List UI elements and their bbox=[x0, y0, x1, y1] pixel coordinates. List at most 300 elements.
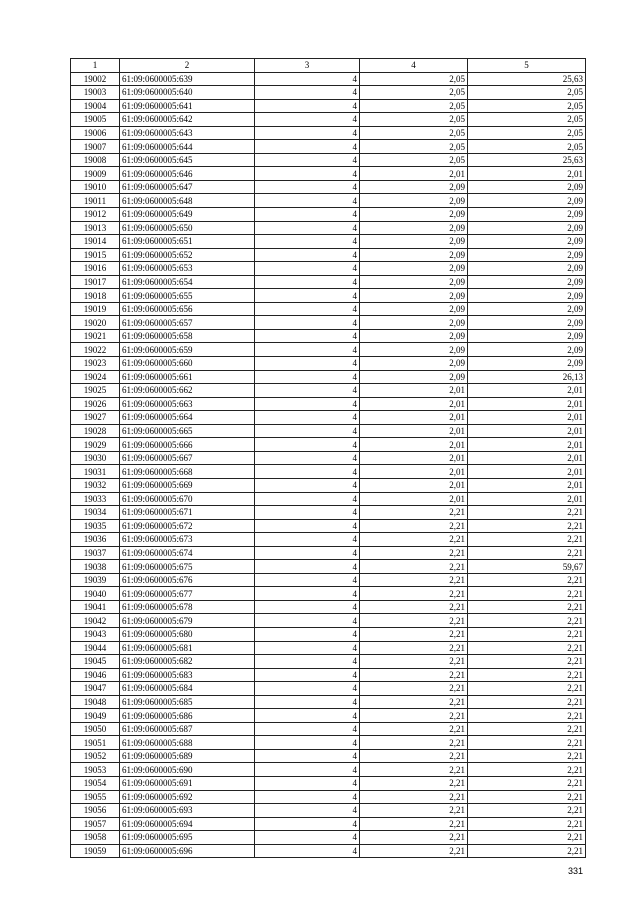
table-cell: 19049 bbox=[71, 709, 120, 723]
table-cell: 61:09:0600005:646 bbox=[120, 167, 255, 181]
table-cell: 4 bbox=[255, 275, 360, 289]
table-cell: 2,05 bbox=[468, 113, 586, 127]
table-cell: 2,05 bbox=[360, 72, 468, 86]
table-cell: 4 bbox=[255, 235, 360, 249]
table-row bbox=[71, 587, 586, 601]
table-cell: 2,09 bbox=[360, 180, 468, 194]
table-cell: 61:09:0600005:639 bbox=[120, 72, 255, 86]
table-row bbox=[71, 153, 586, 167]
table-cell: 4 bbox=[255, 86, 360, 100]
table-cell: 19054 bbox=[71, 776, 120, 790]
table-cell: 2,21 bbox=[360, 560, 468, 574]
table-cell: 19010 bbox=[71, 180, 120, 194]
table-cell: 19050 bbox=[71, 722, 120, 736]
table-cell: 61:09:0600005:641 bbox=[120, 99, 255, 113]
table-cell: 4 bbox=[255, 804, 360, 818]
table-cell: 2,21 bbox=[360, 506, 468, 520]
table-cell: 61:09:0600005:665 bbox=[120, 424, 255, 438]
table-cell: 2,21 bbox=[360, 736, 468, 750]
table-row bbox=[71, 844, 586, 858]
table-cell: 61:09:0600005:640 bbox=[120, 86, 255, 100]
table-cell: 2,21 bbox=[360, 749, 468, 763]
table-cell: 4 bbox=[255, 411, 360, 425]
table-cell: 2,09 bbox=[360, 289, 468, 303]
table-cell: 4 bbox=[255, 180, 360, 194]
table-cell: 61:09:0600005:645 bbox=[120, 153, 255, 167]
table-row bbox=[71, 248, 586, 262]
table-cell: 19052 bbox=[71, 749, 120, 763]
column-header: 5 bbox=[468, 59, 586, 73]
table-cell: 19026 bbox=[71, 397, 120, 411]
table-cell: 19044 bbox=[71, 641, 120, 655]
table-cell: 19038 bbox=[71, 560, 120, 574]
table-cell: 19040 bbox=[71, 587, 120, 601]
table-cell: 4 bbox=[255, 573, 360, 587]
table-cell: 2,21 bbox=[468, 722, 586, 736]
table-cell: 61:09:0600005:688 bbox=[120, 736, 255, 750]
table-row bbox=[71, 86, 586, 100]
table-cell: 19032 bbox=[71, 478, 120, 492]
table-cell: 2,01 bbox=[468, 384, 586, 398]
table-row bbox=[71, 438, 586, 452]
table-cell: 2,09 bbox=[360, 329, 468, 343]
table-cell: 61:09:0600005:687 bbox=[120, 722, 255, 736]
table-row bbox=[71, 397, 586, 411]
table-row bbox=[71, 465, 586, 479]
table-cell: 4 bbox=[255, 587, 360, 601]
table-row bbox=[71, 627, 586, 641]
table-cell: 2,21 bbox=[468, 831, 586, 845]
table-cell: 19003 bbox=[71, 86, 120, 100]
table-cell: 4 bbox=[255, 424, 360, 438]
table-cell: 2,09 bbox=[468, 235, 586, 249]
table-cell: 2,09 bbox=[360, 262, 468, 276]
table-cell: 2,21 bbox=[468, 668, 586, 682]
table-row bbox=[71, 492, 586, 506]
table-cell: 4 bbox=[255, 695, 360, 709]
table-cell: 2,21 bbox=[360, 655, 468, 669]
table-cell: 4 bbox=[255, 316, 360, 330]
table-cell: 19033 bbox=[71, 492, 120, 506]
table-cell: 19059 bbox=[71, 844, 120, 858]
table-row bbox=[71, 262, 586, 276]
table-cell: 2,09 bbox=[360, 275, 468, 289]
table-cell: 19034 bbox=[71, 506, 120, 520]
table-cell: 4 bbox=[255, 451, 360, 465]
table-cell: 2,05 bbox=[468, 99, 586, 113]
table-cell: 2,01 bbox=[468, 411, 586, 425]
table-cell: 4 bbox=[255, 546, 360, 560]
table-cell: 2,09 bbox=[468, 302, 586, 316]
table-cell: 19024 bbox=[71, 370, 120, 384]
table-cell: 19058 bbox=[71, 831, 120, 845]
table-cell: 2,21 bbox=[468, 776, 586, 790]
table-cell: 61:09:0600005:678 bbox=[120, 600, 255, 614]
table-cell: 2,01 bbox=[468, 438, 586, 452]
table-cell: 2,01 bbox=[360, 424, 468, 438]
table-cell: 19031 bbox=[71, 465, 120, 479]
table-cell: 2,21 bbox=[360, 790, 468, 804]
table-cell: 2,21 bbox=[468, 627, 586, 641]
table-cell: 61:09:0600005:662 bbox=[120, 384, 255, 398]
table-row bbox=[71, 72, 586, 86]
table-cell: 61:09:0600005:668 bbox=[120, 465, 255, 479]
table-cell: 61:09:0600005:653 bbox=[120, 262, 255, 276]
table-cell: 4 bbox=[255, 72, 360, 86]
table-cell: 4 bbox=[255, 790, 360, 804]
table-cell: 2,01 bbox=[468, 167, 586, 181]
table-cell: 61:09:0600005:675 bbox=[120, 560, 255, 574]
table-cell: 2,21 bbox=[468, 546, 586, 560]
table-cell: 4 bbox=[255, 817, 360, 831]
table-cell: 4 bbox=[255, 438, 360, 452]
table-cell: 4 bbox=[255, 709, 360, 723]
table-cell: 2,21 bbox=[468, 817, 586, 831]
table-cell: 2,09 bbox=[360, 357, 468, 371]
table-cell: 2,21 bbox=[360, 533, 468, 547]
table-cell: 2,01 bbox=[468, 478, 586, 492]
table-cell: 4 bbox=[255, 302, 360, 316]
table-cell: 2,21 bbox=[360, 519, 468, 533]
table-row bbox=[71, 668, 586, 682]
table-cell: 4 bbox=[255, 357, 360, 371]
table-row bbox=[71, 709, 586, 723]
table-cell: 61:09:0600005:667 bbox=[120, 451, 255, 465]
table-cell: 2,01 bbox=[468, 465, 586, 479]
cadastral-table bbox=[70, 58, 586, 858]
table-row bbox=[71, 682, 586, 696]
table-cell: 19004 bbox=[71, 99, 120, 113]
table-cell: 4 bbox=[255, 492, 360, 506]
table-cell: 4 bbox=[255, 682, 360, 696]
table-cell: 4 bbox=[255, 831, 360, 845]
column-header: 3 bbox=[255, 59, 360, 73]
table-cell: 2,09 bbox=[360, 208, 468, 222]
table-cell: 4 bbox=[255, 370, 360, 384]
table-cell: 4 bbox=[255, 668, 360, 682]
table-cell: 2,21 bbox=[468, 587, 586, 601]
table-row bbox=[71, 316, 586, 330]
table-row bbox=[71, 370, 586, 384]
table-cell: 61:09:0600005:655 bbox=[120, 289, 255, 303]
table-cell: 59,67 bbox=[468, 560, 586, 574]
table-row bbox=[71, 763, 586, 777]
table-cell: 19022 bbox=[71, 343, 120, 357]
table-cell: 61:09:0600005:660 bbox=[120, 357, 255, 371]
table-row bbox=[71, 573, 586, 587]
table-cell: 2,21 bbox=[360, 587, 468, 601]
table-row bbox=[71, 411, 586, 425]
table-cell: 2,09 bbox=[468, 208, 586, 222]
table-cell: 2,05 bbox=[468, 126, 586, 140]
table-cell: 4 bbox=[255, 844, 360, 858]
table-row bbox=[71, 275, 586, 289]
table-row bbox=[71, 614, 586, 628]
table-cell: 2,09 bbox=[468, 248, 586, 262]
table-cell: 61:09:0600005:650 bbox=[120, 221, 255, 235]
table-cell: 61:09:0600005:696 bbox=[120, 844, 255, 858]
table-cell: 4 bbox=[255, 329, 360, 343]
column-header: 2 bbox=[120, 59, 255, 73]
table-cell: 2,21 bbox=[468, 844, 586, 858]
table-cell: 2,21 bbox=[360, 641, 468, 655]
table-row bbox=[71, 506, 586, 520]
table-cell: 2,21 bbox=[468, 736, 586, 750]
table-cell: 19019 bbox=[71, 302, 120, 316]
table-cell: 19008 bbox=[71, 153, 120, 167]
table-cell: 4 bbox=[255, 465, 360, 479]
table-cell: 4 bbox=[255, 627, 360, 641]
table-cell: 2,21 bbox=[360, 776, 468, 790]
table-cell: 2,21 bbox=[468, 641, 586, 655]
table-cell: 2,01 bbox=[360, 478, 468, 492]
table-cell: 2,05 bbox=[468, 140, 586, 154]
table-row bbox=[71, 302, 586, 316]
table-cell: 2,21 bbox=[360, 817, 468, 831]
table-cell: 19043 bbox=[71, 627, 120, 641]
table-cell: 61:09:0600005:676 bbox=[120, 573, 255, 587]
table-cell: 2,21 bbox=[468, 763, 586, 777]
table-cell: 61:09:0600005:679 bbox=[120, 614, 255, 628]
table-cell: 4 bbox=[255, 533, 360, 547]
table-cell: 61:09:0600005:693 bbox=[120, 804, 255, 818]
table-cell: 2,05 bbox=[360, 113, 468, 127]
table-cell: 61:09:0600005:672 bbox=[120, 519, 255, 533]
table-cell: 2,21 bbox=[468, 614, 586, 628]
table-cell: 19051 bbox=[71, 736, 120, 750]
table-cell: 61:09:0600005:657 bbox=[120, 316, 255, 330]
table-cell: 2,05 bbox=[360, 86, 468, 100]
table-row bbox=[71, 289, 586, 303]
table-cell: 61:09:0600005:642 bbox=[120, 113, 255, 127]
table-cell: 19013 bbox=[71, 221, 120, 235]
table-row bbox=[71, 180, 586, 194]
table-cell: 19023 bbox=[71, 357, 120, 371]
table-cell: 2,21 bbox=[360, 722, 468, 736]
table-cell: 61:09:0600005:686 bbox=[120, 709, 255, 723]
table-cell: 2,21 bbox=[468, 519, 586, 533]
table-cell: 4 bbox=[255, 153, 360, 167]
table-cell: 2,09 bbox=[468, 275, 586, 289]
table-cell: 2,21 bbox=[468, 573, 586, 587]
table-cell: 2,21 bbox=[468, 804, 586, 818]
table-body bbox=[71, 72, 586, 858]
table-cell: 4 bbox=[255, 614, 360, 628]
table-cell: 2,05 bbox=[360, 126, 468, 140]
table-cell: 2,09 bbox=[360, 370, 468, 384]
table-cell: 19037 bbox=[71, 546, 120, 560]
table-cell: 61:09:0600005:673 bbox=[120, 533, 255, 547]
table-cell: 19012 bbox=[71, 208, 120, 222]
table-cell: 4 bbox=[255, 397, 360, 411]
table-cell: 4 bbox=[255, 722, 360, 736]
table-row bbox=[71, 749, 586, 763]
table-cell: 2,21 bbox=[360, 831, 468, 845]
table-cell: 26,13 bbox=[468, 370, 586, 384]
table-cell: 4 bbox=[255, 262, 360, 276]
table-cell: 19009 bbox=[71, 167, 120, 181]
table-cell: 25,63 bbox=[468, 153, 586, 167]
table-cell: 4 bbox=[255, 655, 360, 669]
table-cell: 2,21 bbox=[360, 844, 468, 858]
table-cell: 61:09:0600005:666 bbox=[120, 438, 255, 452]
table-cell: 19017 bbox=[71, 275, 120, 289]
table-cell: 2,21 bbox=[360, 546, 468, 560]
table-cell: 19039 bbox=[71, 573, 120, 587]
table-cell: 61:09:0600005:695 bbox=[120, 831, 255, 845]
table-cell: 2,01 bbox=[360, 384, 468, 398]
table-row bbox=[71, 208, 586, 222]
table-cell: 4 bbox=[255, 248, 360, 262]
table-row bbox=[71, 533, 586, 547]
table-row bbox=[71, 776, 586, 790]
table-cell: 2,21 bbox=[360, 804, 468, 818]
table-cell: 2,01 bbox=[468, 451, 586, 465]
table-row bbox=[71, 235, 586, 249]
table-cell: 2,01 bbox=[360, 438, 468, 452]
table-cell: 2,21 bbox=[360, 600, 468, 614]
table-row bbox=[71, 736, 586, 750]
table-cell: 19045 bbox=[71, 655, 120, 669]
table-cell: 19007 bbox=[71, 140, 120, 154]
table-row bbox=[71, 695, 586, 709]
table-row bbox=[71, 99, 586, 113]
document-table-container bbox=[70, 58, 585, 858]
table-cell: 2,09 bbox=[468, 289, 586, 303]
table-row bbox=[71, 221, 586, 235]
table-row bbox=[71, 546, 586, 560]
table-cell: 4 bbox=[255, 560, 360, 574]
table-row bbox=[71, 804, 586, 818]
table-cell: 61:09:0600005:658 bbox=[120, 329, 255, 343]
table-cell: 4 bbox=[255, 289, 360, 303]
table-cell: 2,09 bbox=[360, 194, 468, 208]
table-cell: 2,09 bbox=[468, 180, 586, 194]
table-cell: 19036 bbox=[71, 533, 120, 547]
table-cell: 19055 bbox=[71, 790, 120, 804]
table-cell: 19014 bbox=[71, 235, 120, 249]
table-cell: 2,21 bbox=[360, 695, 468, 709]
table-row bbox=[71, 519, 586, 533]
table-cell: 61:09:0600005:694 bbox=[120, 817, 255, 831]
table-cell: 4 bbox=[255, 99, 360, 113]
table-cell: 2,21 bbox=[360, 763, 468, 777]
table-row bbox=[71, 600, 586, 614]
table-cell: 19035 bbox=[71, 519, 120, 533]
table-cell: 2,01 bbox=[360, 465, 468, 479]
table-cell: 61:09:0600005:691 bbox=[120, 776, 255, 790]
table-row bbox=[71, 817, 586, 831]
table-cell: 19025 bbox=[71, 384, 120, 398]
table-cell: 2,21 bbox=[468, 533, 586, 547]
table-cell: 4 bbox=[255, 208, 360, 222]
table-cell: 2,05 bbox=[360, 153, 468, 167]
table-cell: 61:09:0600005:661 bbox=[120, 370, 255, 384]
table-cell: 19027 bbox=[71, 411, 120, 425]
table-row bbox=[71, 384, 586, 398]
table-cell: 2,01 bbox=[360, 411, 468, 425]
table-cell: 61:09:0600005:685 bbox=[120, 695, 255, 709]
table-row bbox=[71, 167, 586, 181]
table-cell: 2,09 bbox=[468, 262, 586, 276]
table-row bbox=[71, 357, 586, 371]
table-cell: 2,09 bbox=[468, 221, 586, 235]
table-cell: 61:09:0600005:643 bbox=[120, 126, 255, 140]
table-cell: 61:09:0600005:649 bbox=[120, 208, 255, 222]
table-cell: 61:09:0600005:674 bbox=[120, 546, 255, 560]
table-cell: 2,09 bbox=[360, 248, 468, 262]
table-cell: 2,21 bbox=[360, 627, 468, 641]
table-header-row bbox=[71, 59, 586, 73]
table-cell: 19042 bbox=[71, 614, 120, 628]
table-cell: 2,01 bbox=[360, 167, 468, 181]
table-cell: 19002 bbox=[71, 72, 120, 86]
column-header: 4 bbox=[360, 59, 468, 73]
table-row bbox=[71, 478, 586, 492]
table-cell: 61:09:0600005:652 bbox=[120, 248, 255, 262]
table-cell: 19030 bbox=[71, 451, 120, 465]
table-cell: 2,21 bbox=[360, 573, 468, 587]
table-cell: 4 bbox=[255, 126, 360, 140]
table-cell: 2,09 bbox=[360, 316, 468, 330]
table-cell: 4 bbox=[255, 384, 360, 398]
table-cell: 4 bbox=[255, 519, 360, 533]
table-cell: 61:09:0600005:654 bbox=[120, 275, 255, 289]
table-cell: 61:09:0600005:670 bbox=[120, 492, 255, 506]
table-cell: 2,09 bbox=[360, 235, 468, 249]
table-cell: 2,21 bbox=[468, 790, 586, 804]
table-row bbox=[71, 451, 586, 465]
table-cell: 61:09:0600005:689 bbox=[120, 749, 255, 763]
table-cell: 61:09:0600005:682 bbox=[120, 655, 255, 669]
table-cell: 4 bbox=[255, 167, 360, 181]
table-cell: 2,21 bbox=[468, 682, 586, 696]
table-cell: 2,21 bbox=[468, 749, 586, 763]
table-cell: 2,09 bbox=[468, 343, 586, 357]
table-cell: 61:09:0600005:677 bbox=[120, 587, 255, 601]
table-cell: 2,21 bbox=[360, 668, 468, 682]
table-cell: 4 bbox=[255, 736, 360, 750]
table-row bbox=[71, 831, 586, 845]
table-cell: 4 bbox=[255, 140, 360, 154]
table-cell: 4 bbox=[255, 194, 360, 208]
table-cell: 61:09:0600005:664 bbox=[120, 411, 255, 425]
table-cell: 19018 bbox=[71, 289, 120, 303]
table-cell: 19048 bbox=[71, 695, 120, 709]
table-row bbox=[71, 424, 586, 438]
table-row bbox=[71, 655, 586, 669]
table-cell: 4 bbox=[255, 506, 360, 520]
table-cell: 2,21 bbox=[360, 682, 468, 696]
table-row bbox=[71, 113, 586, 127]
table-row bbox=[71, 560, 586, 574]
table-cell: 2,05 bbox=[360, 140, 468, 154]
table-cell: 2,01 bbox=[360, 397, 468, 411]
table-cell: 2,21 bbox=[468, 506, 586, 520]
table-cell: 4 bbox=[255, 221, 360, 235]
table-cell: 19056 bbox=[71, 804, 120, 818]
table-cell: 2,21 bbox=[468, 655, 586, 669]
table-cell: 2,09 bbox=[468, 194, 586, 208]
table-cell: 19011 bbox=[71, 194, 120, 208]
table-cell: 4 bbox=[255, 113, 360, 127]
table-cell: 61:09:0600005:648 bbox=[120, 194, 255, 208]
table-cell: 25,63 bbox=[468, 72, 586, 86]
table-cell: 4 bbox=[255, 478, 360, 492]
table-cell: 61:09:0600005:663 bbox=[120, 397, 255, 411]
table-cell: 2,01 bbox=[360, 492, 468, 506]
table-cell: 2,21 bbox=[468, 709, 586, 723]
